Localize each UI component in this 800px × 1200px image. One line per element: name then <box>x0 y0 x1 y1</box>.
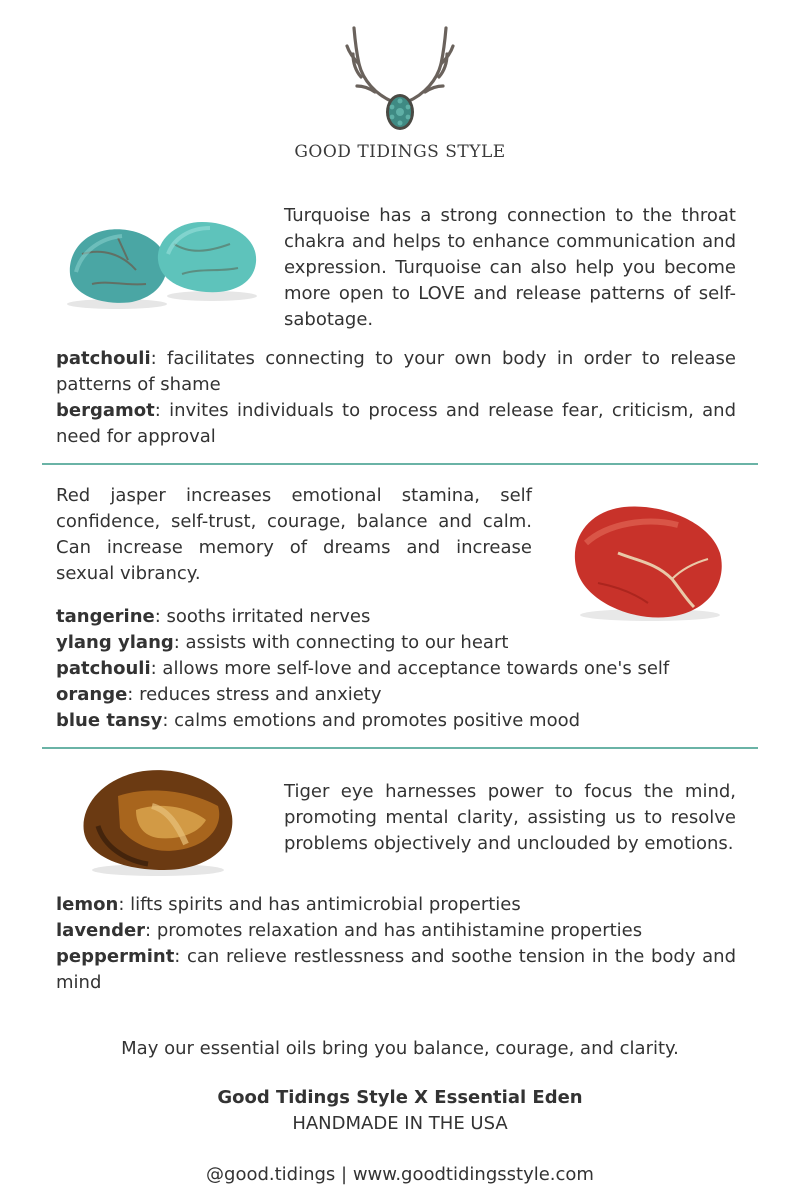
oil-item <box>56 918 736 944</box>
oil-description: : lifts spirits and has antimicrobial properties <box>118 894 521 915</box>
oil-item <box>56 398 736 450</box>
tiger-eye-oils-list <box>56 892 736 996</box>
turquoise-description: Turquoise has a strong connection to the throat chakra and helps to enhance communication and expression. Turquoise can also help you become more open to LOVE and release patterns of self-sabotage. <box>284 205 736 330</box>
oil-item <box>56 604 736 630</box>
oil-description: : facilitates connecting to your own body in order to release patterns of shame <box>56 348 736 395</box>
oil-name: patchouli <box>56 658 151 679</box>
footer-tagline: May our essential oils bring you balance, courage, and clarity. <box>121 1038 679 1059</box>
oil-name: tangerine <box>56 606 155 627</box>
oil-item <box>56 708 736 734</box>
red-jasper-oils-list <box>56 604 736 734</box>
oil-name: peppermint <box>56 946 175 967</box>
oil-description: : assists with connecting to our heart <box>173 632 509 653</box>
tiger-eye-description: Tiger eye harnesses power to focus the mind, promoting mental clarity, assisting us to resolve problems objectively and unclouded by emotions. <box>284 781 736 854</box>
brand-logo <box>0 22 800 162</box>
brand-name: GOOD TIDINGS STYLE <box>294 142 506 162</box>
tiger-eye-stone-icon <box>78 766 238 878</box>
antler-turquoise-logo-icon <box>345 22 455 134</box>
oil-item <box>56 944 736 996</box>
oil-name: lavender <box>56 920 146 941</box>
section-divider <box>42 463 758 465</box>
turquoise-stone-icon <box>62 214 262 310</box>
oil-description: : reduces stress and anxiety <box>127 684 382 705</box>
oil-item <box>56 892 736 918</box>
oil-name: orange <box>56 684 128 705</box>
oil-item <box>56 682 736 708</box>
oil-description: : allows more self-love and acceptance towards one's self <box>150 658 670 679</box>
oil-name: lemon <box>56 894 119 915</box>
oil-description: : can relieve restlessness and soothe tension in the body and mind <box>56 946 736 993</box>
section-divider <box>42 747 758 749</box>
oil-description: : sooths irritated nerves <box>154 606 371 627</box>
footer-contact: @good.tidings | www.goodtidingsstyle.com <box>206 1164 594 1185</box>
oil-name: ylang ylang <box>56 632 174 653</box>
turquoise-oils-list <box>56 346 736 450</box>
oil-description: : invites individuals to process and release fear, criticism, and need for approval <box>56 400 736 447</box>
oil-name: bergamot <box>56 400 155 421</box>
oil-description: : promotes relaxation and has antihistamine properties <box>145 920 643 941</box>
oil-item <box>56 630 736 656</box>
footer-made: HANDMADE IN THE USA <box>292 1113 508 1134</box>
oil-name: blue tansy <box>56 710 163 731</box>
footer-collab: Good Tidings Style X Essential Eden <box>217 1087 583 1108</box>
oil-name: patchouli <box>56 348 151 369</box>
red-jasper-description: Red jasper increases emotional stamina, self confidence, self-trust, courage, balance and calm. Can increase memory of dreams and increase sexual vibrancy. <box>56 485 532 584</box>
oil-description: : calms emotions and promotes positive mood <box>162 710 581 731</box>
oil-item <box>56 346 736 398</box>
oil-item <box>56 656 736 682</box>
